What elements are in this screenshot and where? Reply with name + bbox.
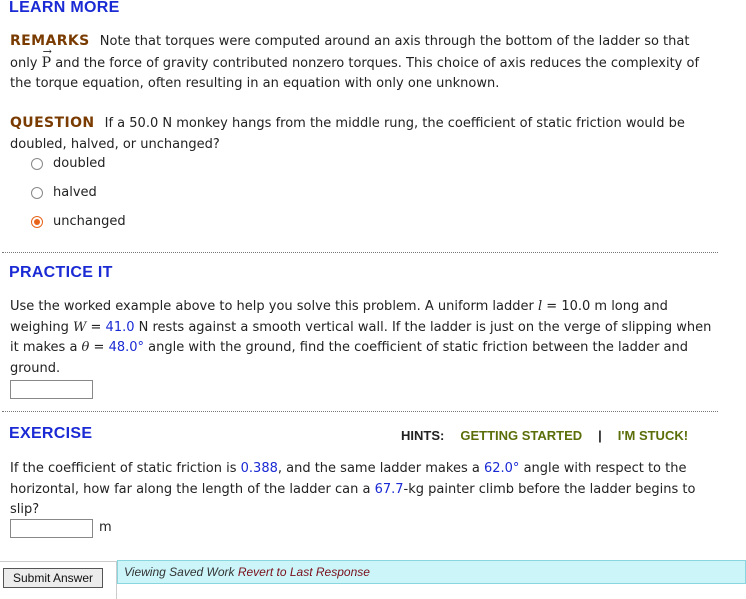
exercise-text: If the coefficient of static friction is — [10, 461, 237, 476]
hints-bar — [401, 428, 688, 443]
practice-heading: PRACTICE IT — [9, 264, 113, 281]
force-vector-p: → P — [42, 53, 51, 74]
var-l: l — [537, 299, 543, 314]
exercise-answer-input[interactable] — [10, 519, 93, 538]
learn-more-heading: LEARN MORE — [9, 0, 120, 16]
angle-value: 48.0° — [108, 340, 145, 355]
practice-text: Use the worked example above to help you solve this problem. A uniform ladder — [10, 299, 534, 314]
option-label: unchanged — [53, 214, 126, 229]
saved-work-bar — [117, 560, 746, 584]
unit-label: m — [99, 520, 112, 535]
practice-text: = — [90, 319, 102, 335]
practice-text: = 10.0 m long and weighing — [10, 299, 668, 335]
mass-value: 67.7 — [374, 481, 404, 497]
radio-unchanged[interactable] — [31, 216, 43, 228]
section-divider — [2, 411, 718, 412]
exercise-text: , and the same ladder makes a — [277, 461, 480, 476]
submit-answer-button[interactable]: Submit Answer — [3, 568, 103, 588]
im-stuck-link[interactable]: I'M STUCK! — [617, 428, 689, 443]
exercise-text: angle with respect to the horizontal, how far along the length of the ladder can a — [10, 461, 687, 497]
exercise-text: -kg painter climb before the ladder begins to slip? — [10, 481, 696, 517]
radio-halved[interactable] — [31, 187, 43, 199]
revert-link[interactable]: Revert to Last Response — [237, 565, 370, 579]
option-label: halved — [53, 185, 97, 200]
option-doubled[interactable] — [31, 156, 106, 171]
section-divider — [2, 252, 718, 253]
practice-text: angle with the ground, find the coefficient of static friction between the ladder and ground. — [10, 340, 688, 376]
angle-value: 62.0° — [483, 461, 520, 476]
var-theta: θ — [81, 340, 90, 355]
remarks-text-a: Note that torques were computed around an axis through the bottom of the ladder so that only — [10, 34, 690, 71]
question-tag: QUESTION — [10, 115, 95, 131]
practice-paragraph — [10, 297, 720, 379]
practice-text: N rests against a smooth vertical wall. If the ladder is just on the verge of slipping when it makes a — [10, 319, 712, 355]
hints-separator: | — [598, 428, 602, 443]
remarks-tag: REMARKS — [10, 33, 90, 49]
radio-doubled[interactable] — [31, 158, 43, 170]
var-w: W — [72, 319, 87, 335]
practice-answer-input[interactable] — [10, 380, 93, 399]
friction-value: 0.388 — [240, 461, 278, 476]
question-paragraph — [10, 113, 715, 155]
remarks-text-b: and the force of gravity contributed nonzero torques. This choice of axis reduces the complexity of the torque equation, often resulting in an equation with only one unknown. — [10, 55, 700, 91]
remarks-paragraph — [10, 31, 715, 95]
practice-text: = — [93, 340, 105, 355]
hints-label: HINTS: — [401, 428, 445, 443]
option-unchanged[interactable] — [31, 214, 126, 229]
saved-work-text: Viewing Saved Work — [124, 565, 235, 579]
exercise-paragraph — [10, 459, 715, 521]
exercise-heading: EXERCISE — [9, 425, 93, 442]
weight-value: 41.0 — [105, 319, 135, 335]
question-text: If a 50.0 N monkey hangs from the middle rung, the coefficient of static friction would be doubled, halved, or unchanged? — [10, 116, 685, 152]
option-halved[interactable] — [31, 185, 97, 200]
option-label: doubled — [53, 156, 106, 171]
getting-started-link[interactable]: GETTING STARTED — [460, 428, 583, 443]
